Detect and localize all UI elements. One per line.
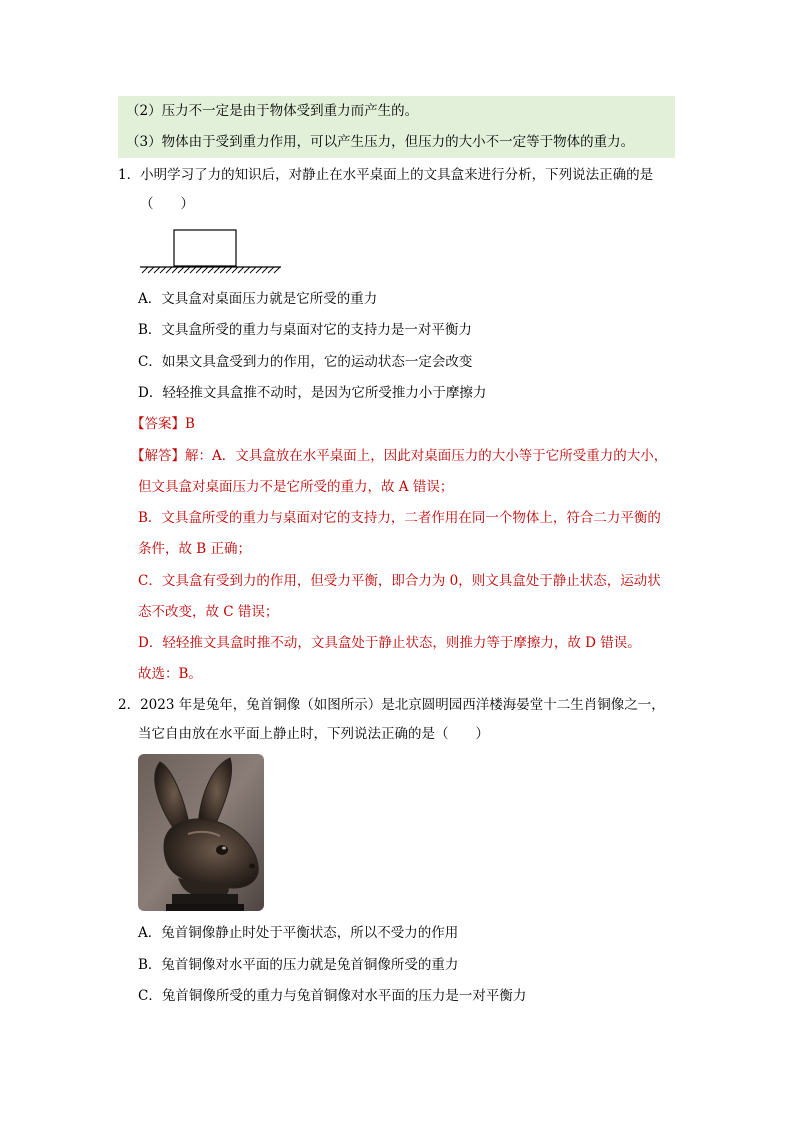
q2-option-c: C．兔首铜像所受的重力与兔首铜像对水平面的压力是一对平衡力	[138, 988, 527, 1004]
q2-option-b: B．兔首铜像对水平面的压力就是兔首铜像所受的重力	[138, 957, 459, 973]
q1-analysis-line4: 条件，故 B 正确；	[138, 541, 252, 557]
q1-stem-line1: 1．小明学习了力的知识后，对静止在水平桌面上的文具盒来进行分析，下列说法正确的是	[118, 167, 654, 183]
q1-answer	[131, 414, 195, 434]
analysis-tag: 【解答】	[131, 448, 185, 464]
rabbit-head-bronze-photo	[138, 754, 264, 911]
q1-analysis-line5: C．文具盒有受到力的作用，但受力平衡，即合力为 0，则文具盒处于静止状态，运动状	[138, 573, 661, 589]
q1-option-c: C．如果文具盒受到力的作用，它的运动状态一定会改变	[138, 354, 473, 370]
note-line-3: （3）物体由于受到重力作用，可以产生压力，但压力的大小不一定等于物体的重力。	[126, 134, 635, 150]
notes-highlight-box	[118, 96, 675, 158]
q1-option-d: D．轻轻推文具盒推不动时，是因为它所受推力小于摩擦力	[138, 385, 487, 401]
q1-analysis-line7: D．轻轻推文具盒时推不动，文具盒处于静止状态，则推力等于摩擦力，故 D 错误。	[138, 635, 641, 651]
q1-box-on-table-figure	[138, 228, 283, 276]
q1-analysis-line6: 态不改变，故 C 错误；	[138, 604, 279, 620]
stationery-box-shape	[174, 230, 236, 266]
note-line-2: （2）压力不一定是由于物体受到重力而产生的。	[126, 103, 419, 119]
answer-tag: 【答案】	[131, 416, 185, 432]
q1-option-a: A．文具盒对桌面压力就是它所受的重力	[138, 291, 378, 307]
q1-analysis-line3: B．文具盒所受的重力与桌面对它的支持力，二者作用在同一个物体上，符合二力平衡的	[138, 510, 661, 526]
q1-analysis-line2: 但文具盒对桌面压力不是它所受的重力，故 A 错误；	[138, 479, 454, 495]
analysis-text-1: 解：A．文具盒放在水平桌面上，因此对桌面压力的大小等于它所受重力的大小，	[185, 448, 668, 464]
answer-value: B	[185, 416, 195, 432]
q1-analysis-line8: 故选：B。	[138, 666, 202, 682]
q1-stem-line2: （ ）	[140, 196, 194, 212]
q2-stem-line2: 当它自由放在水平面上静止时，下列说法正确的是（ ）	[138, 726, 489, 742]
q1-option-b: B．文具盒所受的重力与桌面对它的支持力是一对平衡力	[138, 322, 472, 338]
q1-analysis-line1	[131, 446, 667, 466]
q2-stem-line1: 2．2023 年是兔年，兔首铜像（如图所示）是北京圆明园西洋楼海晏堂十二生肖铜像之一，	[118, 697, 665, 713]
q2-option-a: A．兔首铜像静止时处于平衡状态，所以不受力的作用	[138, 925, 459, 941]
table-hatching	[142, 267, 280, 273]
